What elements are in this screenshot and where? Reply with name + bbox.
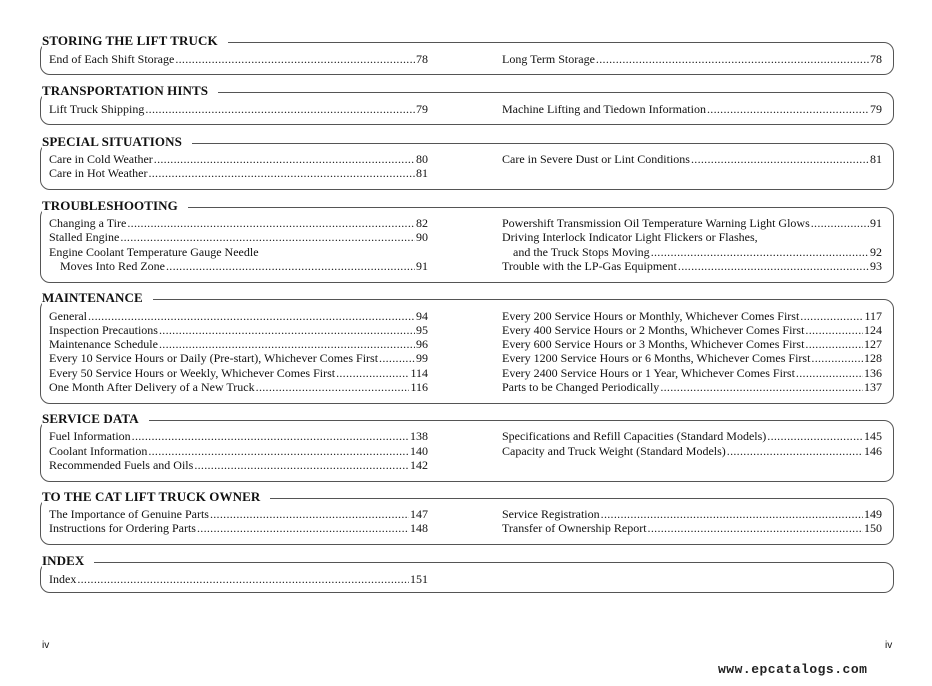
entry-page-number: 124 bbox=[864, 323, 882, 337]
entry-page-number: 114 bbox=[410, 366, 428, 380]
toc-entry[interactable] bbox=[502, 380, 882, 394]
entry-page-number: 78 bbox=[870, 52, 882, 66]
section-heading: MAINTENANCE bbox=[42, 290, 153, 305]
dot-leader bbox=[660, 380, 863, 394]
entry-page-number: 91 bbox=[870, 216, 882, 230]
entry-page-number: 138 bbox=[410, 429, 428, 443]
toc-entry[interactable] bbox=[49, 102, 428, 116]
toc-entry[interactable] bbox=[502, 245, 882, 259]
toc-entry[interactable] bbox=[502, 337, 882, 351]
entry-label: Stalled Engine bbox=[49, 230, 120, 244]
toc-entry[interactable] bbox=[502, 507, 882, 521]
entry-page-number: 90 bbox=[416, 230, 428, 244]
toc-entry[interactable] bbox=[49, 309, 428, 323]
toc-entry[interactable] bbox=[502, 102, 882, 116]
dot-leader bbox=[727, 444, 863, 458]
dot-leader bbox=[145, 102, 415, 116]
entry-page-number: 93 bbox=[870, 259, 882, 273]
dot-leader bbox=[154, 152, 415, 166]
entry-label: Every 200 Service Hours or Monthly, Whichever Comes First bbox=[502, 309, 800, 323]
dot-leader bbox=[596, 52, 869, 66]
dot-leader bbox=[127, 216, 415, 230]
dot-leader bbox=[811, 216, 869, 230]
entry-page-number: 128 bbox=[864, 351, 882, 365]
entry-label: Every 10 Service Hours or Daily (Pre-start), Whichever Comes First bbox=[49, 351, 379, 365]
entry-label: Driving Interlock Indicator Light Flickers or Flashes, bbox=[502, 230, 758, 244]
entry-page-number: 136 bbox=[864, 366, 882, 380]
toc-entry[interactable] bbox=[502, 521, 882, 535]
toc-entry[interactable] bbox=[49, 323, 428, 337]
section-heading: TROUBLESHOOTING bbox=[42, 198, 188, 213]
section-heading: STORING THE LIFT TRUCK bbox=[42, 33, 228, 48]
dot-leader bbox=[159, 323, 415, 337]
entry-page-number: 78 bbox=[416, 52, 428, 66]
dot-leader bbox=[678, 259, 869, 273]
toc-entry[interactable] bbox=[49, 259, 428, 273]
page-number-right: iv bbox=[885, 640, 893, 651]
entry-label: Every 50 Service Hours or Weekly, Whichever Comes First bbox=[49, 366, 336, 380]
entry-label: Every 400 Service Hours or 2 Months, Whichever Comes First bbox=[502, 323, 805, 337]
entry-page-number: 147 bbox=[410, 507, 428, 521]
entry-label: Service Registration bbox=[502, 507, 600, 521]
entry-page-number: 91 bbox=[416, 259, 428, 273]
dot-leader bbox=[159, 337, 415, 351]
dot-leader bbox=[120, 230, 415, 244]
toc-entry[interactable] bbox=[49, 380, 428, 394]
dot-leader bbox=[651, 245, 869, 259]
entry-label: Every 1200 Service Hours or 6 Months, Whichever Comes First bbox=[502, 351, 811, 365]
dot-leader bbox=[767, 429, 863, 443]
entry-label: Specifications and Refill Capacities (Standard Models) bbox=[502, 429, 767, 443]
section-heading: SERVICE DATA bbox=[42, 411, 149, 426]
toc-entry[interactable] bbox=[49, 444, 428, 458]
toc-entry[interactable] bbox=[502, 216, 882, 230]
entry-page-number: 82 bbox=[416, 216, 428, 230]
toc-entry[interactable] bbox=[502, 429, 882, 443]
dot-leader bbox=[148, 444, 409, 458]
entry-page-number: 150 bbox=[864, 521, 882, 535]
toc-entry[interactable] bbox=[49, 166, 428, 180]
dot-leader bbox=[805, 337, 863, 351]
entry-page-number: 95 bbox=[416, 323, 428, 337]
entry-page-number: 145 bbox=[864, 429, 882, 443]
dot-leader bbox=[800, 309, 863, 323]
dot-leader bbox=[707, 102, 869, 116]
entry-label: Care in Cold Weather bbox=[49, 152, 153, 166]
toc-entry[interactable] bbox=[502, 309, 882, 323]
entry-page-number: 79 bbox=[870, 102, 882, 116]
entry-label: General bbox=[49, 309, 87, 323]
toc-entry[interactable] bbox=[49, 337, 428, 351]
toc-entry[interactable] bbox=[49, 216, 428, 230]
entry-page-number: 142 bbox=[410, 458, 428, 472]
entry-page-number: 146 bbox=[864, 444, 882, 458]
entry-label: Coolant Information bbox=[49, 444, 148, 458]
entry-label: Capacity and Truck Weight (Standard Models) bbox=[502, 444, 726, 458]
entry-label: Recommended Fuels and Oils bbox=[49, 458, 194, 472]
entry-page-number: 81 bbox=[870, 152, 882, 166]
section-heading: TO THE CAT LIFT TRUCK OWNER bbox=[42, 489, 270, 504]
section-heading: INDEX bbox=[42, 553, 94, 568]
dot-leader bbox=[796, 366, 863, 380]
toc-entry[interactable] bbox=[49, 52, 428, 66]
toc-entry[interactable] bbox=[49, 351, 428, 365]
entry-label: Inspection Precautions bbox=[49, 323, 158, 337]
entry-page-number: 94 bbox=[416, 309, 428, 323]
dot-leader bbox=[88, 309, 415, 323]
dot-leader bbox=[132, 429, 409, 443]
toc-entry[interactable] bbox=[49, 366, 428, 380]
entry-label: Changing a Tire bbox=[49, 216, 127, 230]
entry-label: Every 600 Service Hours or 3 Months, Whichever Comes First bbox=[502, 337, 805, 351]
dot-leader bbox=[148, 166, 415, 180]
toc-entry[interactable] bbox=[49, 429, 428, 443]
entry-label: Lift Truck Shipping bbox=[49, 102, 145, 116]
entry-page-number: 81 bbox=[416, 166, 428, 180]
toc-entry[interactable] bbox=[502, 351, 882, 365]
dot-leader bbox=[175, 52, 415, 66]
dot-leader bbox=[256, 380, 410, 394]
toc-entry[interactable] bbox=[49, 572, 428, 586]
entry-page-number: 137 bbox=[864, 380, 882, 394]
entry-label: Engine Coolant Temperature Gauge Needle bbox=[49, 245, 259, 259]
entry-page-number: 151 bbox=[410, 572, 428, 586]
entry-label: Care in Hot Weather bbox=[49, 166, 148, 180]
section-heading: TRANSPORTATION HINTS bbox=[42, 83, 218, 98]
entry-page-number: 79 bbox=[416, 102, 428, 116]
entry-page-number: 149 bbox=[864, 507, 882, 521]
entry-page-number: 116 bbox=[410, 380, 428, 394]
entry-page-number: 148 bbox=[410, 521, 428, 535]
entry-label: End of Each Shift Storage bbox=[49, 52, 175, 66]
page-number-left: iv bbox=[42, 640, 50, 651]
toc-entry[interactable] bbox=[49, 458, 428, 472]
entry-label: Index bbox=[49, 572, 77, 586]
entry-label: Moves Into Red Zone bbox=[60, 259, 165, 273]
dot-leader bbox=[77, 572, 409, 586]
entry-page-number: 80 bbox=[416, 152, 428, 166]
toc-entry[interactable] bbox=[502, 323, 882, 337]
entry-page-number: 140 bbox=[410, 444, 428, 458]
toc-entry[interactable] bbox=[49, 152, 428, 166]
entry-label: The Importance of Genuine Parts bbox=[49, 507, 209, 521]
entry-label: Trouble with the LP-Gas Equipment bbox=[502, 259, 677, 273]
toc-entry[interactable] bbox=[502, 259, 882, 273]
dot-leader bbox=[166, 259, 415, 273]
toc-entry[interactable] bbox=[49, 230, 428, 244]
toc-entry[interactable] bbox=[502, 366, 882, 380]
toc-entry[interactable] bbox=[49, 507, 428, 521]
dot-leader bbox=[210, 507, 409, 521]
entry-label: Instructions for Ordering Parts bbox=[49, 521, 196, 535]
entry-label: Every 2400 Service Hours or 1 Year, Whichever Comes First bbox=[502, 366, 795, 380]
entry-page-number: 99 bbox=[416, 351, 428, 365]
entry-label: Care in Severe Dust or Lint Conditions bbox=[502, 152, 690, 166]
dot-leader bbox=[648, 521, 863, 535]
dot-leader bbox=[601, 507, 863, 521]
dot-leader bbox=[691, 152, 869, 166]
dot-leader bbox=[194, 458, 409, 472]
dot-leader bbox=[811, 351, 863, 365]
entry-label: Machine Lifting and Tiedown Information bbox=[502, 102, 706, 116]
entry-label: Fuel Information bbox=[49, 429, 131, 443]
entry-page-number: 92 bbox=[870, 245, 882, 259]
entry-page-number: 96 bbox=[416, 337, 428, 351]
entry-label: Maintenance Schedule bbox=[49, 337, 158, 351]
toc-entry[interactable] bbox=[502, 444, 882, 458]
toc-entry[interactable] bbox=[502, 230, 882, 244]
section-heading: SPECIAL SITUATIONS bbox=[42, 134, 192, 149]
entry-label: Transfer of Ownership Report bbox=[502, 521, 647, 535]
watermark: www.epcatalogs.com bbox=[718, 662, 868, 677]
entry-page-number: 127 bbox=[864, 337, 882, 351]
entry-label: Parts to be Changed Periodically bbox=[502, 380, 660, 394]
toc-entry[interactable] bbox=[502, 52, 882, 66]
dot-leader bbox=[336, 366, 409, 380]
toc-entry[interactable] bbox=[502, 152, 882, 166]
entry-label: and the Truck Stops Moving bbox=[513, 245, 650, 259]
entry-label: One Month After Delivery of a New Truck bbox=[49, 380, 255, 394]
dot-leader bbox=[805, 323, 863, 337]
toc-entry[interactable] bbox=[49, 245, 428, 259]
dot-leader bbox=[379, 351, 415, 365]
entry-label: Long Term Storage bbox=[502, 52, 595, 66]
dot-leader bbox=[197, 521, 409, 535]
entry-label: Powershift Transmission Oil Temperature Warning Light Glows bbox=[502, 216, 810, 230]
entry-page-number: 117 bbox=[864, 309, 882, 323]
toc-entry[interactable] bbox=[49, 521, 428, 535]
